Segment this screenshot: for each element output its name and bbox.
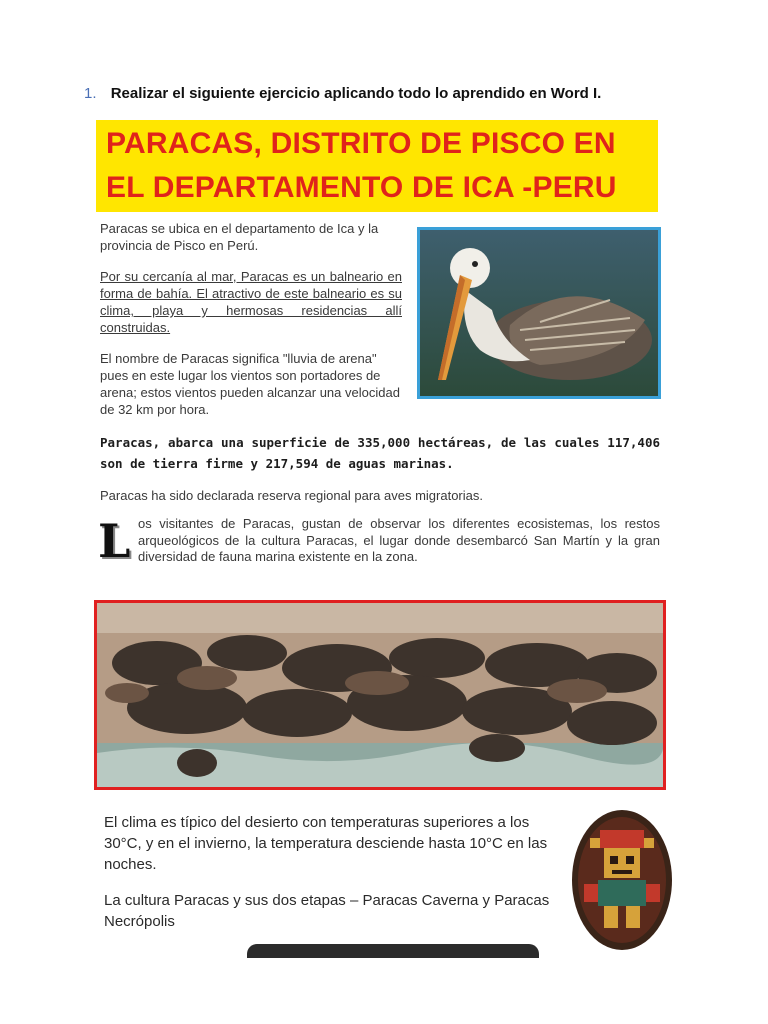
title-banner (96, 120, 658, 212)
paragraph-reserve: Paracas ha sido declarada reserva regional para aves migratorias. (100, 488, 483, 503)
exercise-instruction (84, 85, 601, 102)
instruction-text: Realizar el siguiente ejercicio aplicando todo lo aprendido en Word I. (110, 85, 602, 102)
list-number: 1. (84, 85, 97, 102)
paragraph-location: Paracas se ubica en el departamento de Ica y la provincia de Pisco en Perú. (100, 221, 379, 253)
paragraph-name-meaning: El nombre de Paracas significa "lluvia de arena" pues en este lugar los vientos son portadores de arena; estos vientos pueden alcanzar una velocidad de 32 km por hora. (100, 351, 400, 417)
paracas-textile-image (570, 808, 674, 952)
sea-lions-illustration (97, 603, 663, 787)
paragraph-climate: El clima es típico del desierto con temperaturas superiores a los 30°C, y en el invierno, la temperatura desciende hasta 10°C en las noches. (104, 814, 548, 873)
bottom-overlay-bar (247, 944, 539, 958)
textile-emblem-illustration (570, 808, 674, 952)
title-line-2: EL DEPARTAMENTO DE ICA -PERU (106, 171, 617, 204)
paragraph-beach: Por su cercanía al mar, Paracas es un balneario en forma de bahía. El atractivo de este balneario es su clima, playa y hermosas residencias allí construidas. (100, 269, 402, 335)
paragraph-culture: La cultura Paracas y sus dos etapas – Paracas Caverna y Paracas Necrópolis (104, 892, 550, 930)
pelican-image (417, 227, 661, 399)
paragraph-area: Paracas, abarca una superficie de 335,000 hectáreas, de las cuales 117,406 son de tierra firme y 217,594 de aguas marinas. (100, 435, 660, 471)
sea-lions-image (94, 600, 666, 790)
visitors-text: os visitantes de Paracas, gustan de observar los diferentes ecosistemas, los restos arqueológicos de la cultura Paracas, el lugar donde desembarcó San Martín y la gran diversidad de fauna marina existente en la zona. (138, 516, 660, 564)
paragraph-visitors (98, 516, 660, 566)
title-line-1: PARACAS, DISTRITO DE PISCO EN (106, 127, 616, 160)
drop-cap-letter: L (98, 514, 131, 568)
pelican-illustration (420, 230, 658, 396)
